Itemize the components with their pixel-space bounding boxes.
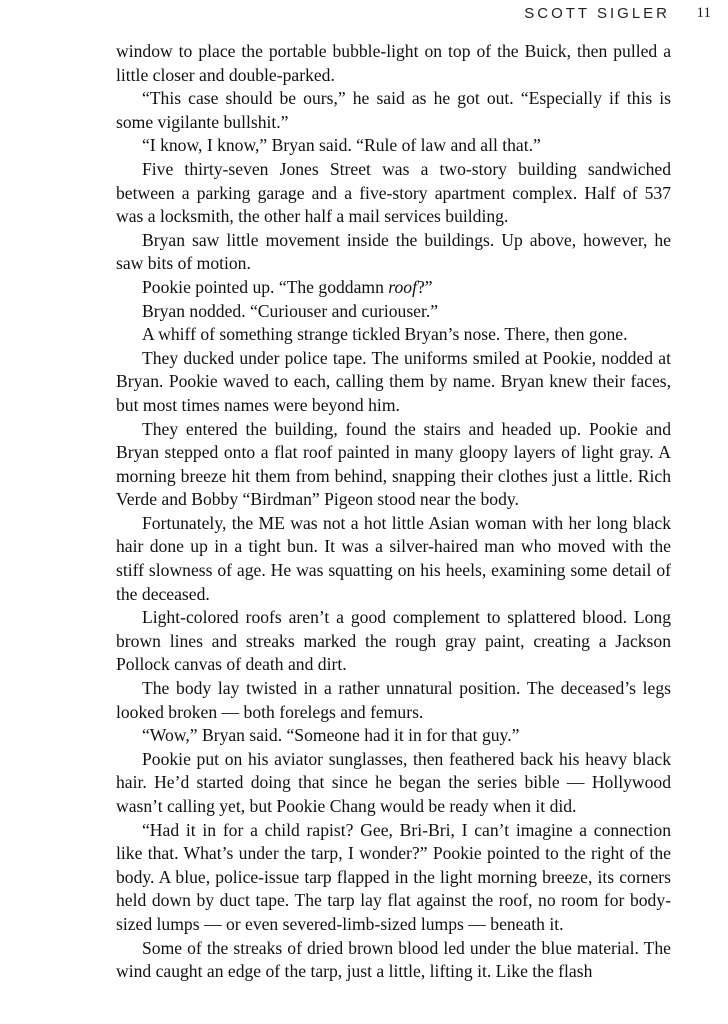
emphasis-roof: roof [388, 276, 417, 297]
paragraph: A whiff of something strange tickled Bryan’s nose. There, then gone. [142, 324, 628, 345]
paragraph: They ducked under police tape. The uniforms smiled at Pookie, nodded at Bryan. Pookie waved to each, calling them by name. Bryan knew their faces, but most times names were beyond him. [116, 347, 671, 415]
paragraph: Five thirty-seven Jones Street was a two-story building sandwiched between a parking garage and a five-story apartment complex. Half of 537 was a locksmith, the other half a mail services building. [116, 158, 671, 227]
paragraph: Pookie pointed up. “The goddamn roof?” [142, 276, 433, 297]
paragraph: Some of the streaks of dried brown blood led under the blue material. The wind caught an edge of the tarp, just a little, lifting it. Like the flash [116, 937, 671, 982]
paragraph: “Wow,” Bryan said. “Someone had it in for that guy.” [142, 725, 520, 746]
paragraph: Light-colored roofs aren’t a good complement to splattered blood. Long brown lines and streaks marked the rough gray paint, creating a Jackson Pollock canvas of death and dirt. [116, 607, 671, 675]
paragraph: They entered the building, found the stairs and headed up. Pookie and Bryan stepped onto a flat roof painted in many gloopy layers of light gray. A morning breeze hit them from behind, snapping their clothes just a little. Rich Verde and Bobby “Birdman” Pigeon stood near the body. [116, 418, 671, 510]
paragraph: Fortunately, the ME was not a hot little Asian woman with her long black hair done up in a tight bun. It was a silver-haired man who moved with the stiff slowness of age. He was squatting on his heels, examining some detail of the deceased. [116, 512, 671, 604]
paragraph: “Had it in for a child rapist? Gee, Bri-Bri, I can’t imagine a connection like that. What’s under the tarp, I wonder?” Pookie pointed to the right of the body. A blue, police-issue tarp flapped in the light morning breeze, its corners held down by duct tape. The tarp lay flat against the roof, no room for body-sized lumps — or even severed-limb-sized lumps — beneath it. [116, 819, 671, 934]
paragraph: window to place the portable bubble-light on top of the Buick, then pulled a little closer and double-parked. [116, 41, 671, 85]
paragraph: The body lay twisted in a rather unnatural position. The deceased’s legs looked broken — both forelegs and femurs. [116, 678, 671, 722]
running-head-author: SCOTT SIGLER [524, 5, 670, 22]
body-text [116, 40, 671, 984]
page-number: 11 [696, 5, 711, 21]
paragraph: Pookie put on his aviator sunglasses, then feathered back his heavy black hair. He’d started doing that since he began the series bible — Hollywood wasn’t calling yet, but Pookie Chang would be ready when it did. [116, 748, 671, 816]
paragraph: Bryan saw little movement inside the buildings. Up above, however, he saw bits of motion. [116, 229, 671, 274]
paragraph: Bryan nodded. “Curiouser and curiouser.” [142, 300, 439, 321]
paragraph: “This case should be ours,” he said as he got out. “Especially if this is some vigilante bullshit.” [116, 88, 671, 132]
paragraph: “I know, I know,” Bryan said. “Rule of law and all that.” [142, 135, 541, 156]
